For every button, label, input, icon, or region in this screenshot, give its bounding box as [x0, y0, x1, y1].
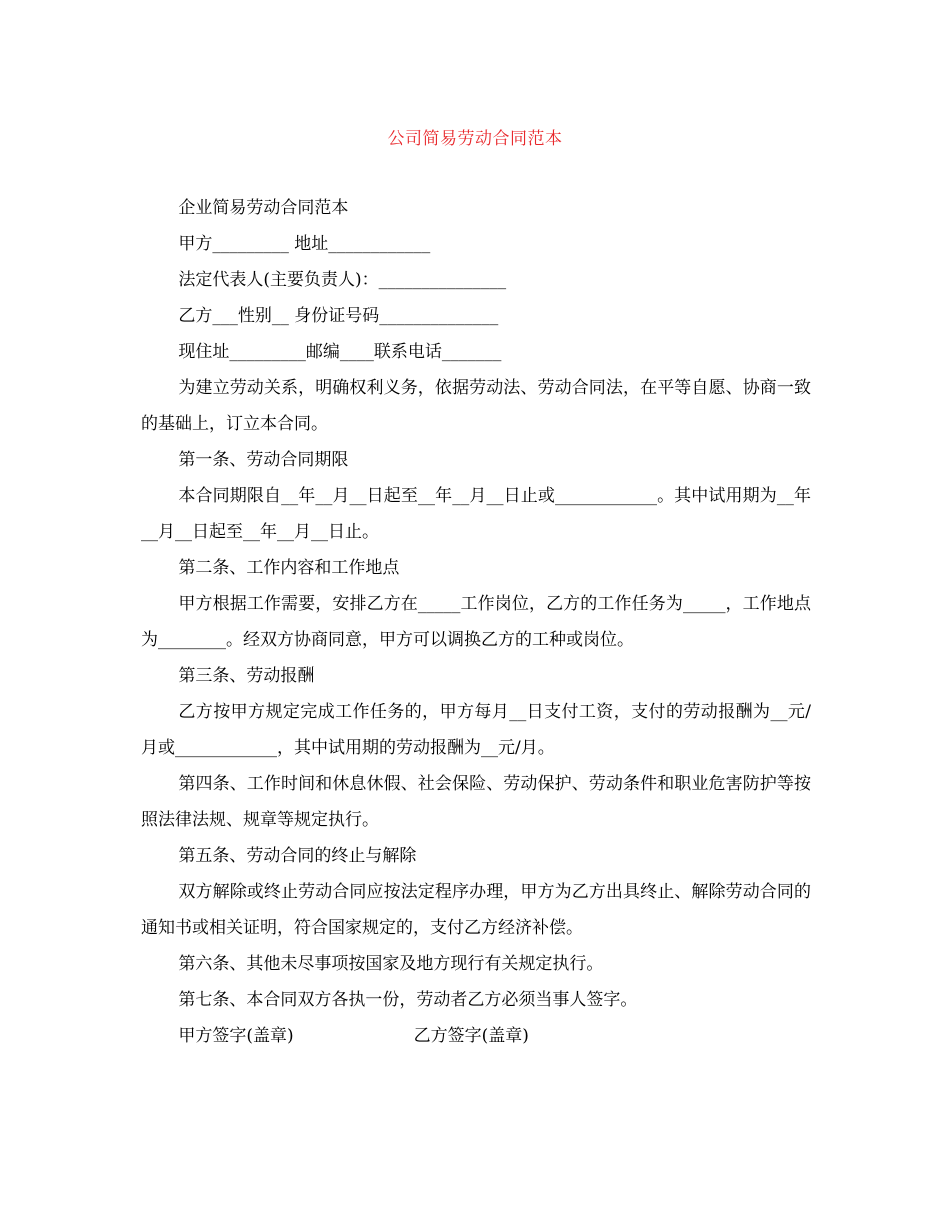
- article-4: 第四条、工作时间和休息休假、社会保险、劳动保护、劳动条件和职业危害防护等按照法律法规、规章等规定执行。: [141, 774, 811, 830]
- article-7: 第七条、本合同双方各执一份，劳动者乙方必须当事人签字。: [178, 990, 638, 1010]
- signature-line: [141, 1018, 811, 1054]
- paragraph-party-a: 甲方_________ 地址____________: [178, 234, 431, 254]
- article-2-heading: 第二条、工作内容和工作地点: [178, 558, 400, 578]
- party-a-signature: 甲方签字(盖章): [178, 1026, 294, 1046]
- article-3-heading: 第三条、劳动报酬: [178, 666, 315, 686]
- article-2-body: 甲方根据工作需要，安排乙方在_____工作岗位，乙方的工作任务为_____，工作地点为________。经双方协商同意，甲方可以调换乙方的工种或岗位。: [141, 594, 811, 650]
- paragraph-party-b: 乙方___性别__ 身份证号码______________: [178, 306, 499, 326]
- article-5-body: 双方解除或终止劳动合同应按法定程序办理，甲方为乙方出具终止、解除劳动合同的通知书或相关证明，符合国家规定的，支付乙方经济补偿。: [141, 882, 811, 938]
- paragraph-legal-rep: 法定代表人(主要负责人)：_______________: [178, 270, 507, 290]
- document-title: 公司简易劳动合同范本: [387, 129, 563, 149]
- article-5-heading: 第五条、劳动合同的终止与解除: [178, 846, 417, 866]
- article-1-body: 本合同期限自__年__月__日起至__年__月__日止或____________。其中试用期为__年__月__日起至__年__月__日止。: [141, 486, 811, 542]
- paragraph-address: 现住址_________邮编____联系电话_______: [178, 342, 502, 362]
- paragraph-preamble: 为建立劳动关系，明确权利义务，依据劳动法、劳动合同法，在平等自愿、协商一致的基础上，订立本合同。: [141, 378, 811, 434]
- article-6: 第六条、其他未尽事项按国家及地方现行有关规定执行。: [178, 954, 604, 974]
- party-b-signature: 乙方签字(盖章): [413, 1026, 529, 1046]
- document-body: [141, 190, 811, 1054]
- article-3-body: 乙方按甲方规定完成工作任务的，甲方每月__日支付工资，支付的劳动报酬为__元/月或____________，其中试用期的劳动报酬为__元/月。: [141, 702, 811, 758]
- paragraph-subtitle: 企业简易劳动合同范本: [178, 198, 349, 218]
- article-1-heading: 第一条、劳动合同期限: [178, 450, 349, 470]
